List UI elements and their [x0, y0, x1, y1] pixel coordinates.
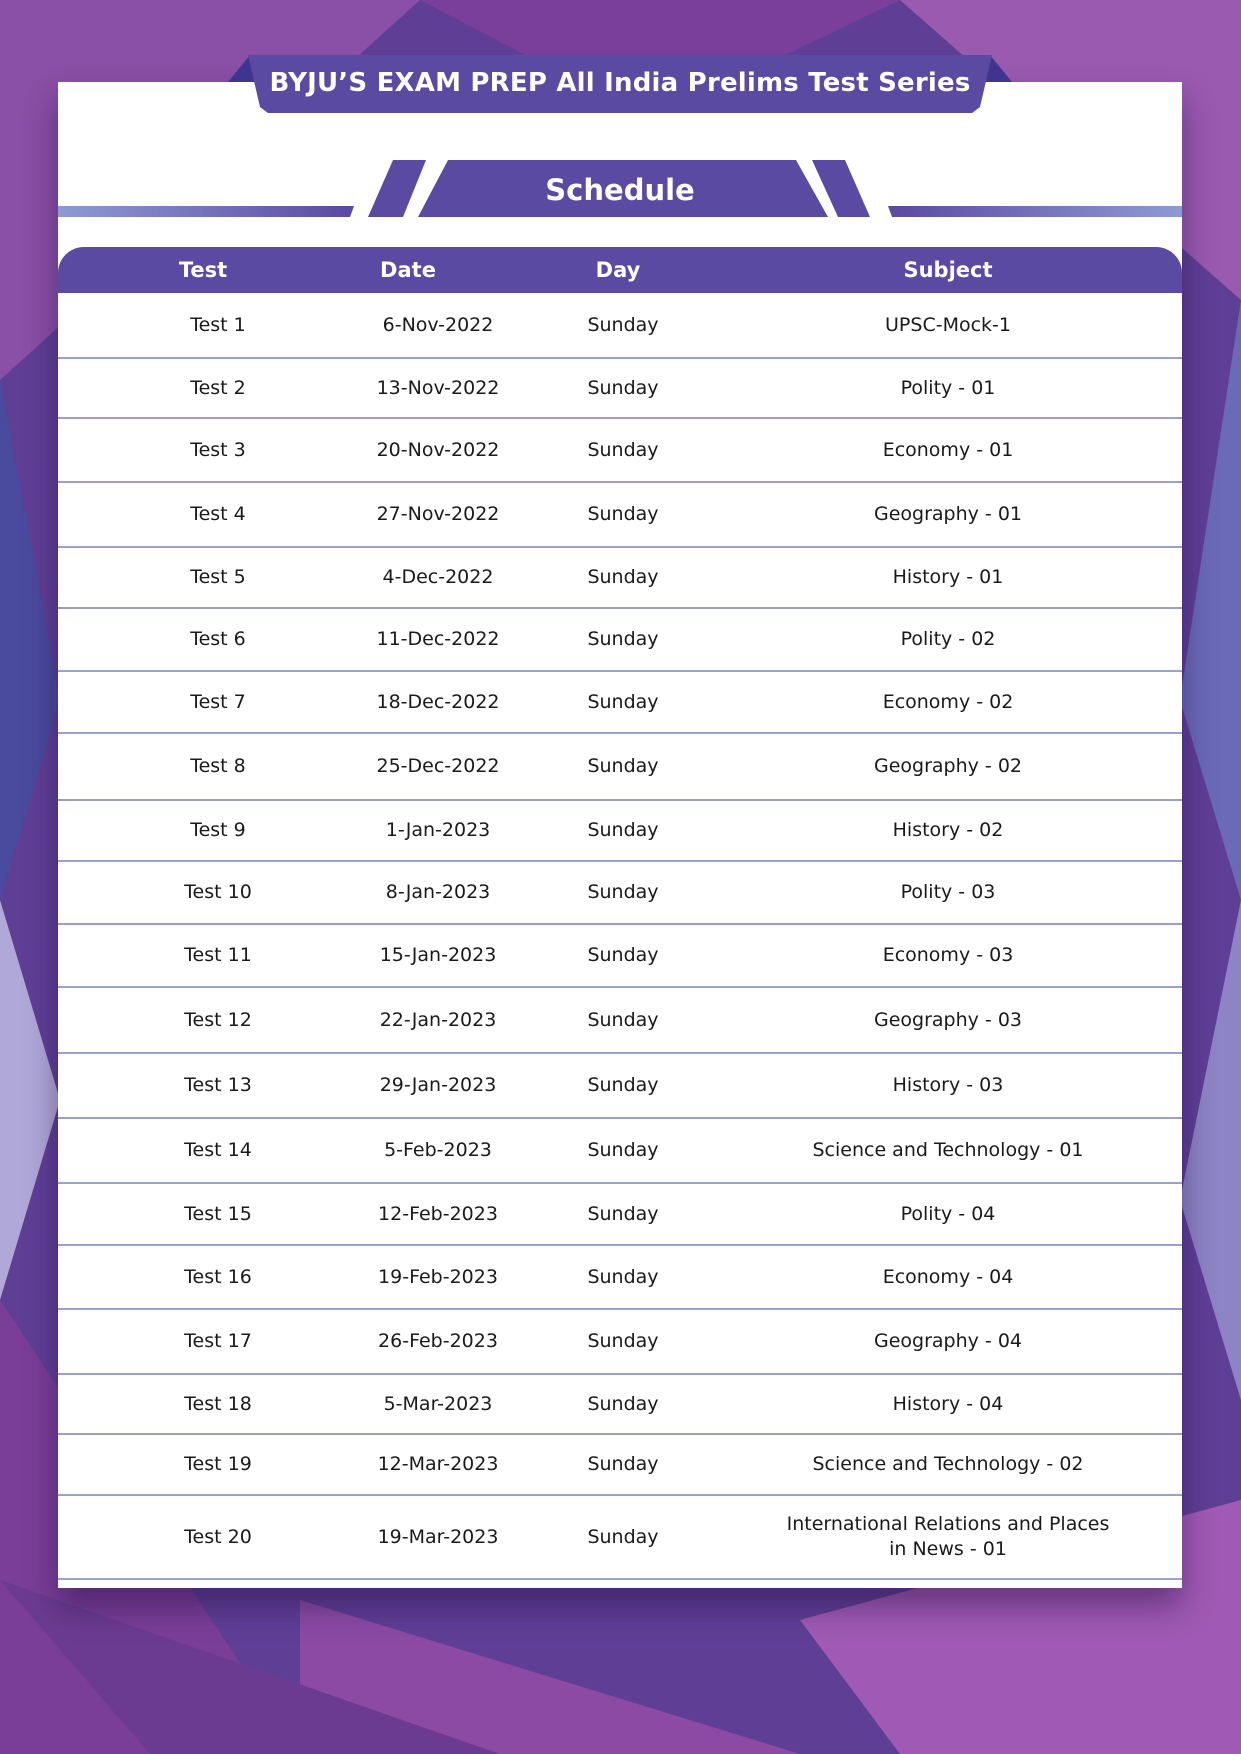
cell-test: Test 18 — [184, 1392, 252, 1415]
cell-subject: Economy - 02 — [882, 690, 1014, 713]
cell-test: Test 8 — [190, 755, 246, 777]
cell-subject: History - 02 — [892, 819, 1004, 841]
cell-subject: International Relations and Places in News - 01 — [786, 1513, 1110, 1560]
cell-date: 22-Jan-2023 — [379, 1008, 497, 1031]
cell-subject: Economy - 04 — [882, 1265, 1014, 1288]
table-header — [58, 247, 1182, 293]
cell-test: Test 15 — [184, 1202, 252, 1225]
table-row — [58, 1184, 1182, 1246]
cell-day: Sunday — [587, 503, 659, 525]
cell-day: Sunday — [587, 690, 659, 713]
cell-date: 25-Dec-2022 — [376, 755, 500, 777]
cell-subject: Science and Technology - 01 — [812, 1139, 1084, 1161]
header-date: Date — [380, 258, 436, 282]
cell-test: Test 13 — [184, 1074, 252, 1096]
cell-subject: Geography - 04 — [873, 1330, 1022, 1352]
cell-test: Test 19 — [184, 1453, 252, 1475]
cell-date: 27-Nov-2022 — [376, 503, 500, 525]
cell-test: Test 3 — [190, 438, 246, 461]
cell-day: Sunday — [587, 1392, 659, 1415]
cell-date: 29-Jan-2023 — [379, 1074, 497, 1096]
cell-date: 6-Nov-2022 — [382, 313, 494, 336]
cell-day: Sunday — [587, 628, 659, 650]
cell-day: Sunday — [587, 313, 659, 336]
table-row — [58, 1435, 1182, 1496]
cell-test: Test 6 — [190, 628, 246, 650]
cell-subject: Economy - 03 — [882, 944, 1014, 966]
cell-day: Sunday — [587, 566, 659, 588]
cell-subject: Geography - 02 — [873, 755, 1022, 777]
cell-date: 13-Nov-2022 — [376, 376, 500, 399]
cell-day: Sunday — [587, 1453, 659, 1475]
cell-day: Sunday — [587, 819, 659, 841]
cell-day: Sunday — [587, 944, 659, 966]
table-row — [58, 1496, 1182, 1580]
cell-subject: Geography - 03 — [873, 1008, 1022, 1031]
cell-subject: Polity - 04 — [900, 1202, 996, 1225]
cell-date: 1-Jan-2023 — [385, 819, 491, 841]
page-title: BYJU’S EXAM PREP All India Prelims Test Series 2023 — [269, 68, 971, 148]
cell-subject: Polity - 03 — [900, 881, 996, 903]
cell-date: 5-Mar-2023 — [383, 1392, 493, 1415]
cell-date: 20-Nov-2022 — [376, 438, 500, 461]
table-row — [58, 1246, 1182, 1310]
cell-date: 19-Mar-2023 — [377, 1525, 499, 1548]
cell-date: 18-Dec-2022 — [376, 690, 500, 713]
table-row — [58, 672, 1182, 734]
cell-subject: Science and Technology - 02 — [812, 1453, 1084, 1475]
table-row — [58, 1310, 1182, 1375]
cell-test: Test 5 — [190, 566, 246, 588]
cell-subject: Polity - 02 — [900, 628, 996, 650]
cell-day: Sunday — [587, 1008, 659, 1031]
cell-test: Test 11 — [184, 944, 252, 966]
table-row — [58, 293, 1182, 359]
table-row — [58, 1054, 1182, 1119]
cell-test: Test 2 — [190, 376, 246, 399]
cell-day: Sunday — [587, 1139, 659, 1161]
cell-date: 26-Feb-2023 — [378, 1330, 498, 1352]
cell-date: 12-Feb-2023 — [378, 1202, 498, 1225]
cell-date: 19-Feb-2023 — [378, 1265, 498, 1288]
table-row — [58, 734, 1182, 801]
section-title: Schedule — [545, 173, 695, 207]
cell-subject: Polity - 01 — [900, 376, 996, 399]
cell-date: 4-Dec-2022 — [382, 566, 494, 588]
cell-day: Sunday — [587, 881, 659, 903]
cell-test: Test 10 — [184, 881, 252, 903]
cell-test: Test 14 — [184, 1139, 252, 1161]
table-row — [58, 1119, 1182, 1184]
cell-subject: History - 04 — [892, 1392, 1004, 1415]
table-row — [58, 801, 1182, 862]
cell-subject: UPSC-Mock-1 — [885, 313, 1011, 336]
cell-day: Sunday — [587, 1202, 659, 1225]
cell-subject: History - 01 — [892, 566, 1004, 588]
cell-day: Sunday — [587, 1265, 659, 1288]
header-test: Test — [178, 258, 228, 282]
cell-day: Sunday — [587, 376, 659, 399]
cell-test: Test 17 — [184, 1330, 252, 1352]
cell-test: Test 9 — [190, 819, 246, 841]
table-row — [58, 862, 1182, 925]
cell-date: 5-Feb-2023 — [384, 1139, 492, 1161]
table-row — [58, 483, 1182, 548]
cell-date: 8-Jan-2023 — [385, 881, 491, 903]
header-day: Day — [595, 258, 641, 282]
cell-test: Test 4 — [190, 503, 246, 525]
cell-day: Sunday — [587, 438, 659, 461]
cell-subject: Economy - 01 — [882, 438, 1014, 461]
cell-test: Test 1 — [190, 313, 246, 336]
cell-test: Test 20 — [184, 1525, 252, 1548]
cell-day: Sunday — [587, 1074, 659, 1096]
cell-test: Test 7 — [190, 690, 246, 713]
cell-date: 15-Jan-2023 — [379, 944, 497, 966]
table-row — [58, 609, 1182, 672]
cell-subject: History - 03 — [892, 1074, 1004, 1096]
cell-test: Test 12 — [184, 1008, 252, 1031]
table-row — [58, 419, 1182, 483]
table-row — [58, 359, 1182, 419]
cell-day: Sunday — [587, 1525, 659, 1548]
table-row — [58, 1375, 1182, 1435]
table-row — [58, 988, 1182, 1054]
header-subject: Subject — [903, 258, 993, 282]
table-row — [58, 548, 1182, 609]
cell-day: Sunday — [587, 755, 659, 777]
cell-day: Sunday — [587, 1330, 659, 1352]
cell-date: 12-Mar-2023 — [377, 1453, 499, 1475]
cell-date: 11-Dec-2022 — [376, 628, 500, 650]
table-row — [58, 925, 1182, 988]
cell-subject: Geography - 01 — [873, 503, 1022, 525]
cell-test: Test 16 — [184, 1265, 252, 1288]
